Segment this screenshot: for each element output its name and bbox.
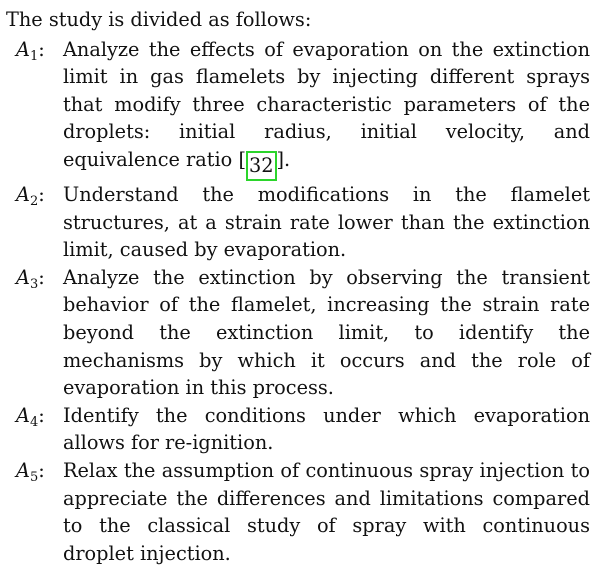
list-item-a3 <box>6 264 596 402</box>
item-symbol: A <box>16 265 30 289</box>
list-item-a2 <box>6 181 596 264</box>
item-colon: : <box>38 37 45 61</box>
item-symbol: A <box>16 37 30 61</box>
list-item-a4 <box>6 402 596 457</box>
item-text-a4: Identify the conditions under which evaporation allows for re-ignition. <box>63 403 590 455</box>
item-label-a2 <box>16 181 66 209</box>
item-body: Analyze the effects of evaporation on the extinction limit in gas flamelets by injecting different sprays that modify three characteristic parameters of the droplets: initial radius, initial velocity, and equivalence ratio <box>63 37 590 171</box>
item-subscript: 5 <box>29 469 39 485</box>
list-item-a1 <box>6 36 596 181</box>
document-body <box>6 6 596 567</box>
cite-open-bracket: [ <box>238 147 246 171</box>
item-subscript: 4 <box>29 414 39 430</box>
item-colon: : <box>38 265 45 289</box>
item-subscript: 1 <box>29 48 39 64</box>
item-label-a4 <box>16 402 66 430</box>
citation-number: 32 <box>248 153 274 177</box>
item-text-a1 <box>63 36 590 181</box>
item-symbol: A <box>16 458 30 482</box>
item-label-a3 <box>16 264 66 292</box>
item-text-a3: Analyze the extinction by observing the transient behavior of the flamelet, increasing the strain rate beyond the extinction limit, to identify the mechanisms by which it occurs and the role of evaporation in this process. <box>63 265 590 400</box>
item-subscript: 2 <box>29 193 39 209</box>
item-colon: : <box>38 403 45 427</box>
item-text-a2: Understand the modifications in the flamelet structures, at a strain rate lower than the extinction limit, caused by evaporation. <box>63 182 590 262</box>
item-text-a5: Relax the assumption of continuous spray injection to appreciate the differences and limitations compared to the classical study of spray with continuous droplet injection. <box>63 458 590 565</box>
item-label-a5 <box>16 457 66 485</box>
list-item-a5 <box>6 457 596 567</box>
citation-link[interactable] <box>246 151 277 181</box>
item-colon: : <box>38 182 45 206</box>
item-colon: : <box>38 458 45 482</box>
item-label-a1 <box>16 36 66 64</box>
cite-close-bracket: ]. <box>276 147 291 171</box>
item-subscript: 3 <box>29 276 39 292</box>
item-symbol: A <box>16 182 30 206</box>
item-symbol: A <box>16 403 30 427</box>
intro-sentence: The study is divided as follows: <box>6 8 312 31</box>
